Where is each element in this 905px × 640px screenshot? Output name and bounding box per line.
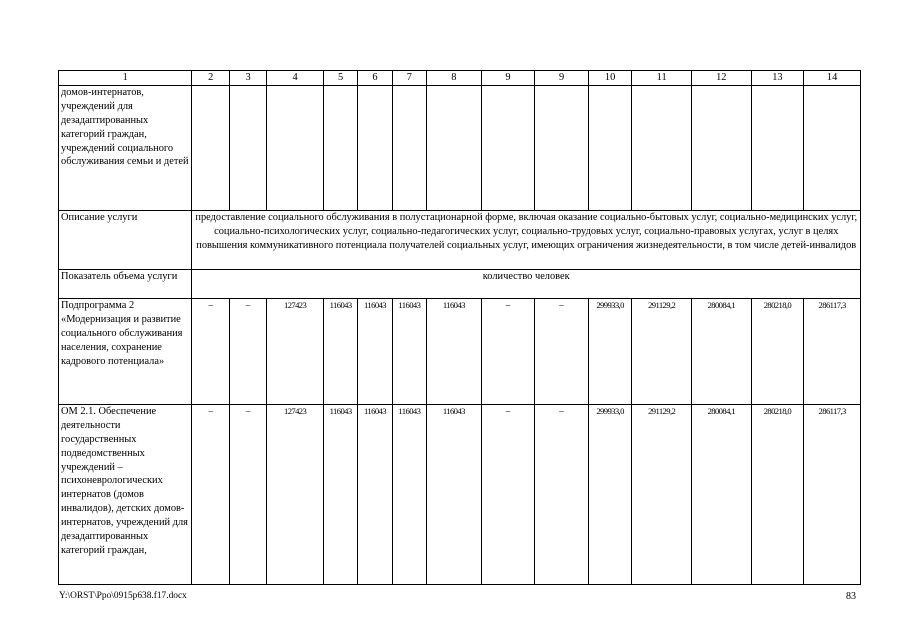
table-cell: – bbox=[192, 404, 229, 584]
table-cell: 116043 bbox=[358, 298, 392, 404]
column-number: 6 bbox=[358, 71, 392, 86]
table-cell: 286117,3 bbox=[804, 298, 861, 404]
table-cell: – bbox=[229, 404, 266, 584]
table-cell: 127423 bbox=[267, 298, 324, 404]
table-cell bbox=[267, 85, 324, 210]
column-number: 3 bbox=[229, 71, 266, 86]
column-number: 14 bbox=[804, 71, 861, 86]
table-cell: 116043 bbox=[323, 298, 357, 404]
table-cell: 280084,1 bbox=[691, 298, 751, 404]
column-number: 5 bbox=[323, 71, 357, 86]
table-cell bbox=[481, 85, 535, 210]
table-cell: – bbox=[535, 404, 589, 584]
table-row bbox=[59, 269, 861, 298]
table-cell bbox=[632, 85, 692, 210]
table-cell: 127423 bbox=[267, 404, 324, 584]
column-number: 11 bbox=[632, 71, 692, 86]
table-cell: 299933,0 bbox=[588, 298, 631, 404]
table-cell bbox=[588, 85, 631, 210]
table-cell bbox=[804, 85, 861, 210]
page-number: 83 bbox=[846, 591, 856, 602]
table-cell: 299933,0 bbox=[588, 404, 631, 584]
table-cell bbox=[427, 85, 482, 210]
table-cell bbox=[691, 85, 751, 210]
table-cell bbox=[535, 85, 589, 210]
table-cell: 280218,0 bbox=[751, 298, 804, 404]
table-row bbox=[59, 298, 861, 404]
table-cell: 291129,2 bbox=[632, 298, 692, 404]
table-row bbox=[59, 404, 861, 584]
table-cell bbox=[229, 85, 266, 210]
row-label: Описание услуги bbox=[59, 210, 192, 269]
column-number: 12 bbox=[691, 71, 751, 86]
table-cell: 116043 bbox=[427, 404, 482, 584]
table-row bbox=[59, 210, 861, 269]
table-cell: 116043 bbox=[323, 404, 357, 584]
table-cell: – bbox=[481, 404, 535, 584]
column-number: 9 bbox=[481, 71, 535, 86]
footer-file-path: Y:\ORST\Ppo\0915p638.f17.docx bbox=[59, 591, 187, 601]
budget-table bbox=[58, 70, 861, 585]
table-cell: 116043 bbox=[392, 298, 426, 404]
volume-indicator: количество человек bbox=[192, 269, 861, 298]
table-cell bbox=[192, 85, 229, 210]
row-label: Показатель объема услуги bbox=[59, 269, 192, 298]
column-number: 13 bbox=[751, 71, 804, 86]
table-cell bbox=[751, 85, 804, 210]
service-description: предоставление социального обслуживания в полустационарной форме, включая оказание социально-бытовых услуг, социально-медицинских услуг, социально-психологических услуг, социально-педагогических услуг, социально-трудовых услуг, социально-правовых услугах, услуг в целях повышения коммуникативного потенциала получателей социальных услуг, имеющих ограничения жизнедеятельности, в том числе детей-инвалидов bbox=[192, 210, 861, 269]
table-row bbox=[59, 85, 861, 210]
row-label: ОМ 2.1. Обеспечение деятельности государственных подведомственных учреждений – психоневрологических интернатов (домов инвалидов), детских домов-интернатов, учреждений для дезадаптированных категорий граждан, bbox=[59, 404, 192, 584]
table-cell bbox=[323, 85, 357, 210]
table-cell: 280084,1 bbox=[691, 404, 751, 584]
column-number: 2 bbox=[192, 71, 229, 86]
table-cell: 291129,2 bbox=[632, 404, 692, 584]
column-number: 10 bbox=[588, 71, 631, 86]
table-cell: 280218,0 bbox=[751, 404, 804, 584]
table-cell: – bbox=[535, 298, 589, 404]
table-cell: 286117,3 bbox=[804, 404, 861, 584]
table-cell: 116043 bbox=[358, 404, 392, 584]
table-cell: – bbox=[229, 298, 266, 404]
column-number: 1 bbox=[59, 71, 192, 86]
column-number: 8 bbox=[427, 71, 482, 86]
table-cell: – bbox=[192, 298, 229, 404]
table-cell bbox=[392, 85, 426, 210]
column-number: 7 bbox=[392, 71, 426, 86]
column-number: 9 bbox=[535, 71, 589, 86]
table-cell: 116043 bbox=[427, 298, 482, 404]
table-cell bbox=[358, 85, 392, 210]
table-cell: 116043 bbox=[392, 404, 426, 584]
column-number: 4 bbox=[267, 71, 324, 86]
row-label: Подпрограмма 2 «Модернизация и развитие социального обслуживания населения, сохранение кадрового потенциала» bbox=[59, 298, 192, 404]
column-number-row bbox=[59, 71, 861, 86]
row-label: домов-интернатов, учреждений для дезадаптированных категорий граждан, учреждений социального обслуживания семьи и детей bbox=[59, 85, 192, 210]
table-cell: – bbox=[481, 298, 535, 404]
